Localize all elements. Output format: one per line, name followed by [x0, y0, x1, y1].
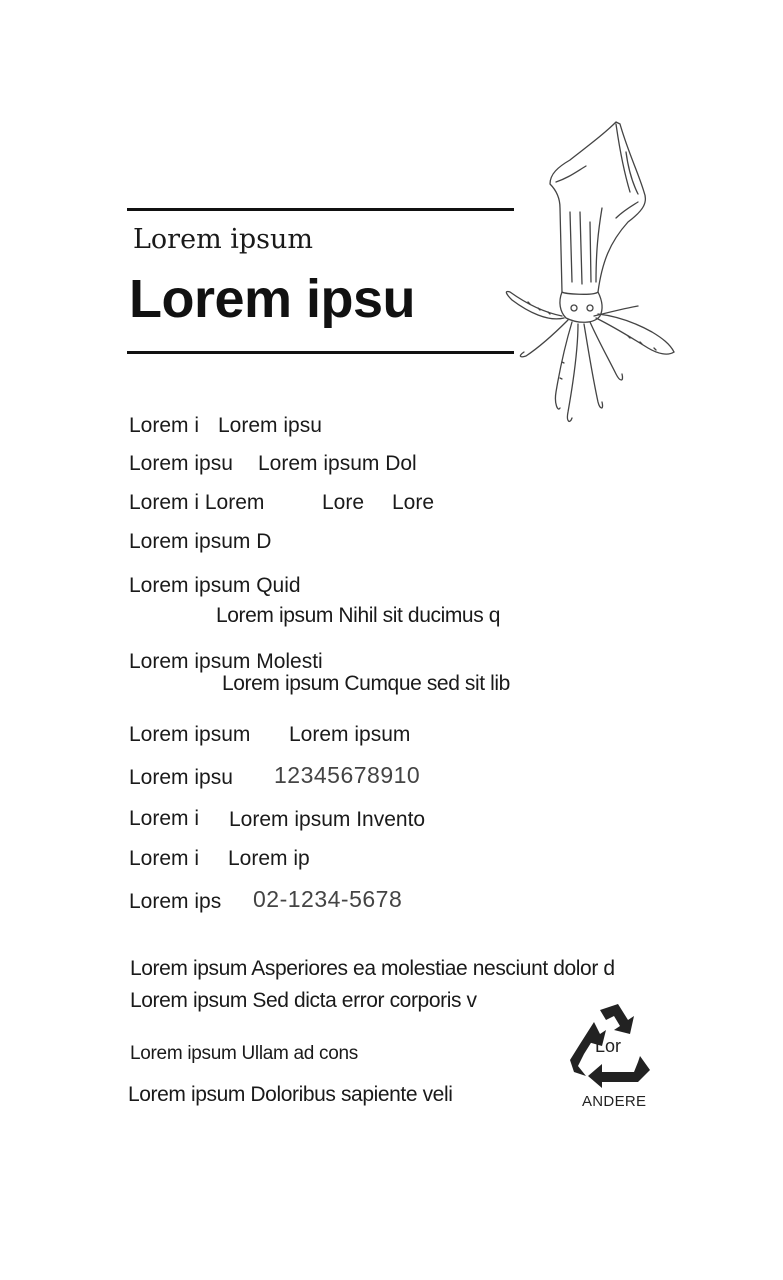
row-9-label: Lorem i	[129, 807, 200, 830]
page-title: Lorem ipsu	[129, 269, 416, 329]
row-6-label: Lorem ipsum Molesti	[129, 650, 323, 673]
row-5-value: Lorem ipsum Nihil sit ducimus q	[216, 604, 501, 627]
footer-line-3: Lorem ipsum Ullam ad cons	[130, 1043, 358, 1064]
row-8-number: 12345678910	[274, 762, 421, 788]
row-3-label: Lorem i Lorem	[129, 491, 265, 514]
row-10-value: Lorem ip	[228, 847, 310, 870]
top-rule	[127, 208, 514, 211]
row-6-value: Lorem ipsum Cumque sed sit lib	[222, 672, 510, 695]
row-7-value: Lorem ipsum	[289, 723, 411, 746]
row-10-label: Lorem i	[129, 847, 200, 870]
row-11-phone: 02-1234-5678	[253, 886, 403, 912]
footer-line-4: Lorem ipsum Doloribus sapiente veli	[128, 1083, 453, 1106]
footer-line-1: Lorem ipsum Asperiores ea molestiae nesciunt dolor d	[130, 957, 615, 980]
row-9-value: Lorem ipsum Invento	[229, 808, 426, 831]
recycle-label: Lor	[595, 1036, 622, 1056]
row-5-label: Lorem ipsum Quid	[129, 574, 301, 597]
row-8-label: Lorem ipsu	[129, 766, 233, 789]
footer-line-2: Lorem ipsum Sed dicta error corporis v	[130, 989, 477, 1012]
row-7-label: Lorem ipsum	[129, 723, 251, 746]
row-11-label: Lorem ips	[129, 890, 222, 913]
row-2-value: Lorem ipsum Dol	[258, 452, 417, 475]
squid-illustration-icon	[498, 112, 683, 432]
row-1-label: Lorem i	[129, 414, 200, 437]
page-subtitle: Lorem ipsum	[133, 224, 314, 255]
bottom-rule	[127, 351, 514, 354]
recycle-caption: ANDERE	[582, 1093, 647, 1110]
row-4-label: Lorem ipsum D	[129, 530, 272, 553]
row-2-label: Lorem ipsu	[129, 452, 233, 475]
row-3-value-a: Lore	[322, 491, 365, 514]
row-3-value-b: Lore	[392, 491, 435, 514]
row-1-value: Lorem ipsu	[218, 414, 322, 437]
